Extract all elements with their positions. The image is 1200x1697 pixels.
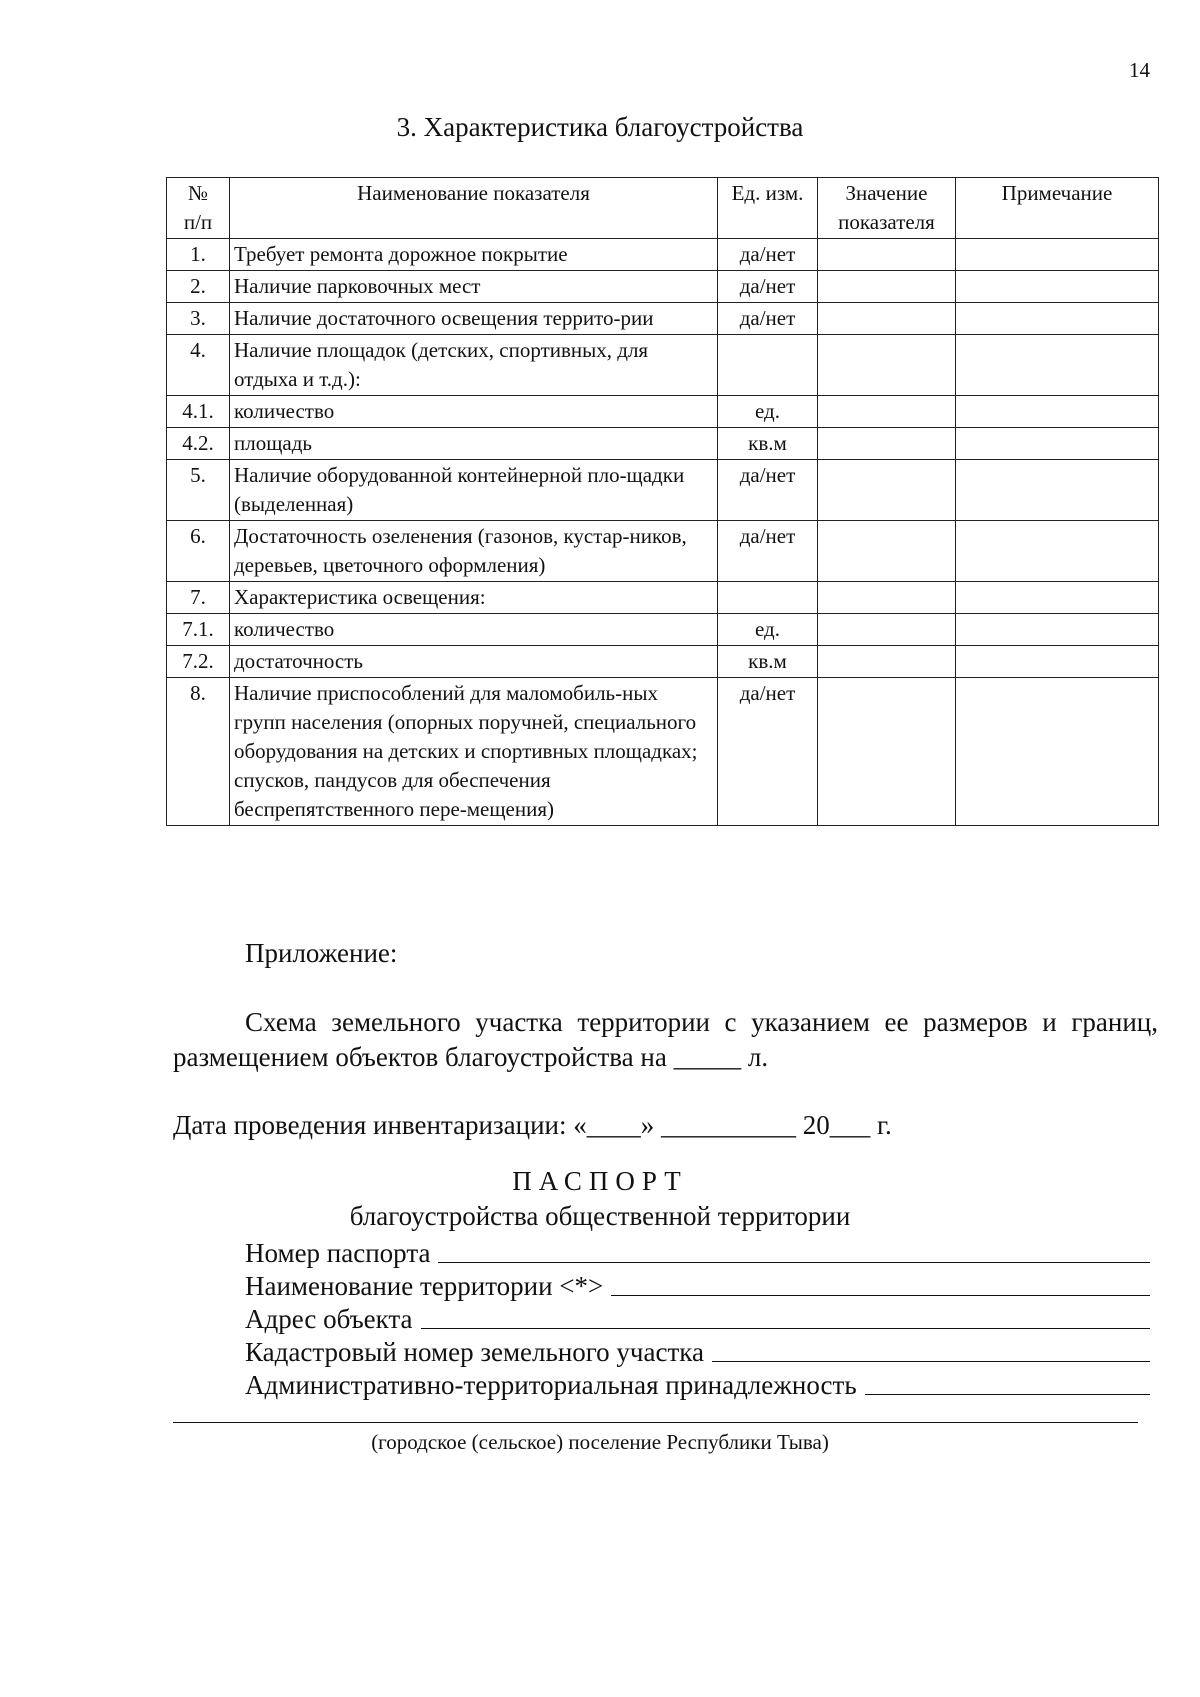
header-name: Наименование показателя: [230, 178, 718, 239]
row-unit: ед.: [718, 396, 818, 428]
row-note-cell: [956, 303, 1159, 335]
header-value: [818, 178, 956, 239]
row-num: 4.1.: [167, 396, 230, 428]
row-unit: кв.м: [718, 646, 818, 678]
row-note-cell: [956, 460, 1159, 521]
header-num-line1: №: [187, 181, 209, 205]
table-row: [167, 582, 1159, 614]
cadastral-number-field: [245, 1334, 1150, 1368]
header-num: [167, 178, 230, 239]
row-unit: кв.м: [718, 428, 818, 460]
header-value-line1: Значение: [845, 181, 928, 205]
row-num: 3.: [167, 303, 230, 335]
row-num: 4.: [167, 335, 230, 396]
table-row: [167, 303, 1159, 335]
row-unit: [718, 582, 818, 614]
row-note-cell: [956, 614, 1159, 646]
row-value-cell: [818, 239, 956, 271]
table-row: [167, 239, 1159, 271]
row-unit: ед.: [718, 614, 818, 646]
row-name: Достаточность озеленения (газонов, кустар-ников, деревьев, цветочного оформления): [230, 521, 718, 582]
row-num: 4.2.: [167, 428, 230, 460]
row-unit: да/нет: [718, 303, 818, 335]
row-name: Наличие парковочных мест: [230, 271, 718, 303]
header-num-line2: п/п: [183, 210, 213, 234]
passport-number-field: [245, 1235, 1150, 1269]
row-value-cell: [818, 460, 956, 521]
row-value-cell: [818, 646, 956, 678]
territory-name-field: [245, 1268, 1150, 1302]
table-row: [167, 646, 1159, 678]
row-name: Требует ремонта дорожное покрытие: [230, 239, 718, 271]
inventory-date: Дата проведения инвентаризации: «____» __________ 20___ г.: [173, 1110, 892, 1140]
passport-number-line[interactable]: [438, 1262, 1150, 1263]
row-value-cell: [818, 428, 956, 460]
table-row: [167, 521, 1159, 582]
row-unit: да/нет: [718, 271, 818, 303]
table-row: [167, 460, 1159, 521]
settlement-line[interactable]: [173, 1422, 1138, 1423]
territory-name-line[interactable]: [611, 1295, 1150, 1296]
table-header-row: [167, 178, 1159, 239]
object-address-label: Адрес объекта: [245, 1304, 413, 1334]
admin-affiliation-line[interactable]: [865, 1394, 1150, 1395]
row-name: площадь: [230, 428, 718, 460]
row-name: Наличие приспособлений для маломобиль-ных групп населения (опорных поручней, специального оборудования на детских и спортивных площадках; спусков, пандусов для обеспечения беспрепятственного пере-мещения): [230, 678, 718, 826]
header-note: Примечание: [956, 178, 1159, 239]
row-note-cell: [956, 428, 1159, 460]
row-note-cell: [956, 646, 1159, 678]
row-name: Наличие оборудованной контейнерной пло-щадки (выделенная): [230, 460, 718, 521]
row-value-cell: [818, 303, 956, 335]
table-row: [167, 678, 1159, 826]
row-value-cell: [818, 582, 956, 614]
object-address-line[interactable]: [421, 1328, 1150, 1329]
passport-subtitle: благоустройства общественной территории: [349, 1201, 851, 1231]
row-value-cell: [818, 396, 956, 428]
row-name: количество: [230, 396, 718, 428]
cadastral-number-label: Кадастровый номер земельного участка: [245, 1337, 704, 1367]
row-num: 5.: [167, 460, 230, 521]
table-row: [167, 614, 1159, 646]
row-note-cell: [956, 582, 1159, 614]
row-note-cell: [956, 271, 1159, 303]
territory-name-label: Наименование территории <*>: [245, 1271, 604, 1301]
page-number: 14: [1129, 58, 1150, 82]
table-row: [167, 428, 1159, 460]
row-note-cell: [956, 239, 1159, 271]
appendix-title: Приложение:: [245, 938, 398, 968]
header-unit: Ед. изм.: [718, 178, 818, 239]
admin-affiliation-field: [245, 1367, 1150, 1401]
row-note-cell: [956, 335, 1159, 396]
section-title: 3. Характеристика благоустройства: [396, 112, 804, 142]
row-num: 2.: [167, 271, 230, 303]
passport-title: ПАСПОРТ: [512, 1166, 688, 1196]
settlement-caption: (городское (сельское) поселение Республики Тыва): [371, 1430, 829, 1454]
cadastral-number-line[interactable]: [712, 1361, 1150, 1362]
header-value-line2: показателя: [838, 210, 935, 234]
row-name: Характеристика освещения:: [230, 582, 718, 614]
indicators-table: [166, 177, 1159, 826]
row-name: количество: [230, 614, 718, 646]
row-value-cell: [818, 335, 956, 396]
table-row: [167, 335, 1159, 396]
row-num: 7.: [167, 582, 230, 614]
row-num: 7.2.: [167, 646, 230, 678]
row-note-cell: [956, 396, 1159, 428]
row-value-cell: [818, 521, 956, 582]
passport-number-label: Номер паспорта: [245, 1238, 431, 1268]
row-note-cell: [956, 521, 1159, 582]
row-unit: да/нет: [718, 678, 818, 826]
row-num: 1.: [167, 239, 230, 271]
object-address-field: [245, 1301, 1150, 1335]
row-value-cell: [818, 678, 956, 826]
row-name: достаточность: [230, 646, 718, 678]
table-row: [167, 396, 1159, 428]
row-unit: да/нет: [718, 239, 818, 271]
row-unit: [718, 335, 818, 396]
row-value-cell: [818, 614, 956, 646]
row-note-cell: [956, 678, 1159, 826]
row-num: 7.1.: [167, 614, 230, 646]
row-name: Наличие достаточного освещения террито-рии: [230, 303, 718, 335]
row-value-cell: [818, 271, 956, 303]
admin-affiliation-label: Административно-территориальная принадлежность: [245, 1370, 857, 1400]
row-unit: да/нет: [718, 521, 818, 582]
row-name: Наличие площадок (детских, спортивных, для отдыха и т.д.):: [230, 335, 718, 396]
scheme-text: Схема земельного участка территории с указанием ее размеров и границ, размещением объектов благоустройства на _____ л.: [173, 1007, 1158, 1072]
row-num: 6.: [167, 521, 230, 582]
table-row: [167, 271, 1159, 303]
row-num: 8.: [167, 678, 230, 826]
row-unit: да/нет: [718, 460, 818, 521]
